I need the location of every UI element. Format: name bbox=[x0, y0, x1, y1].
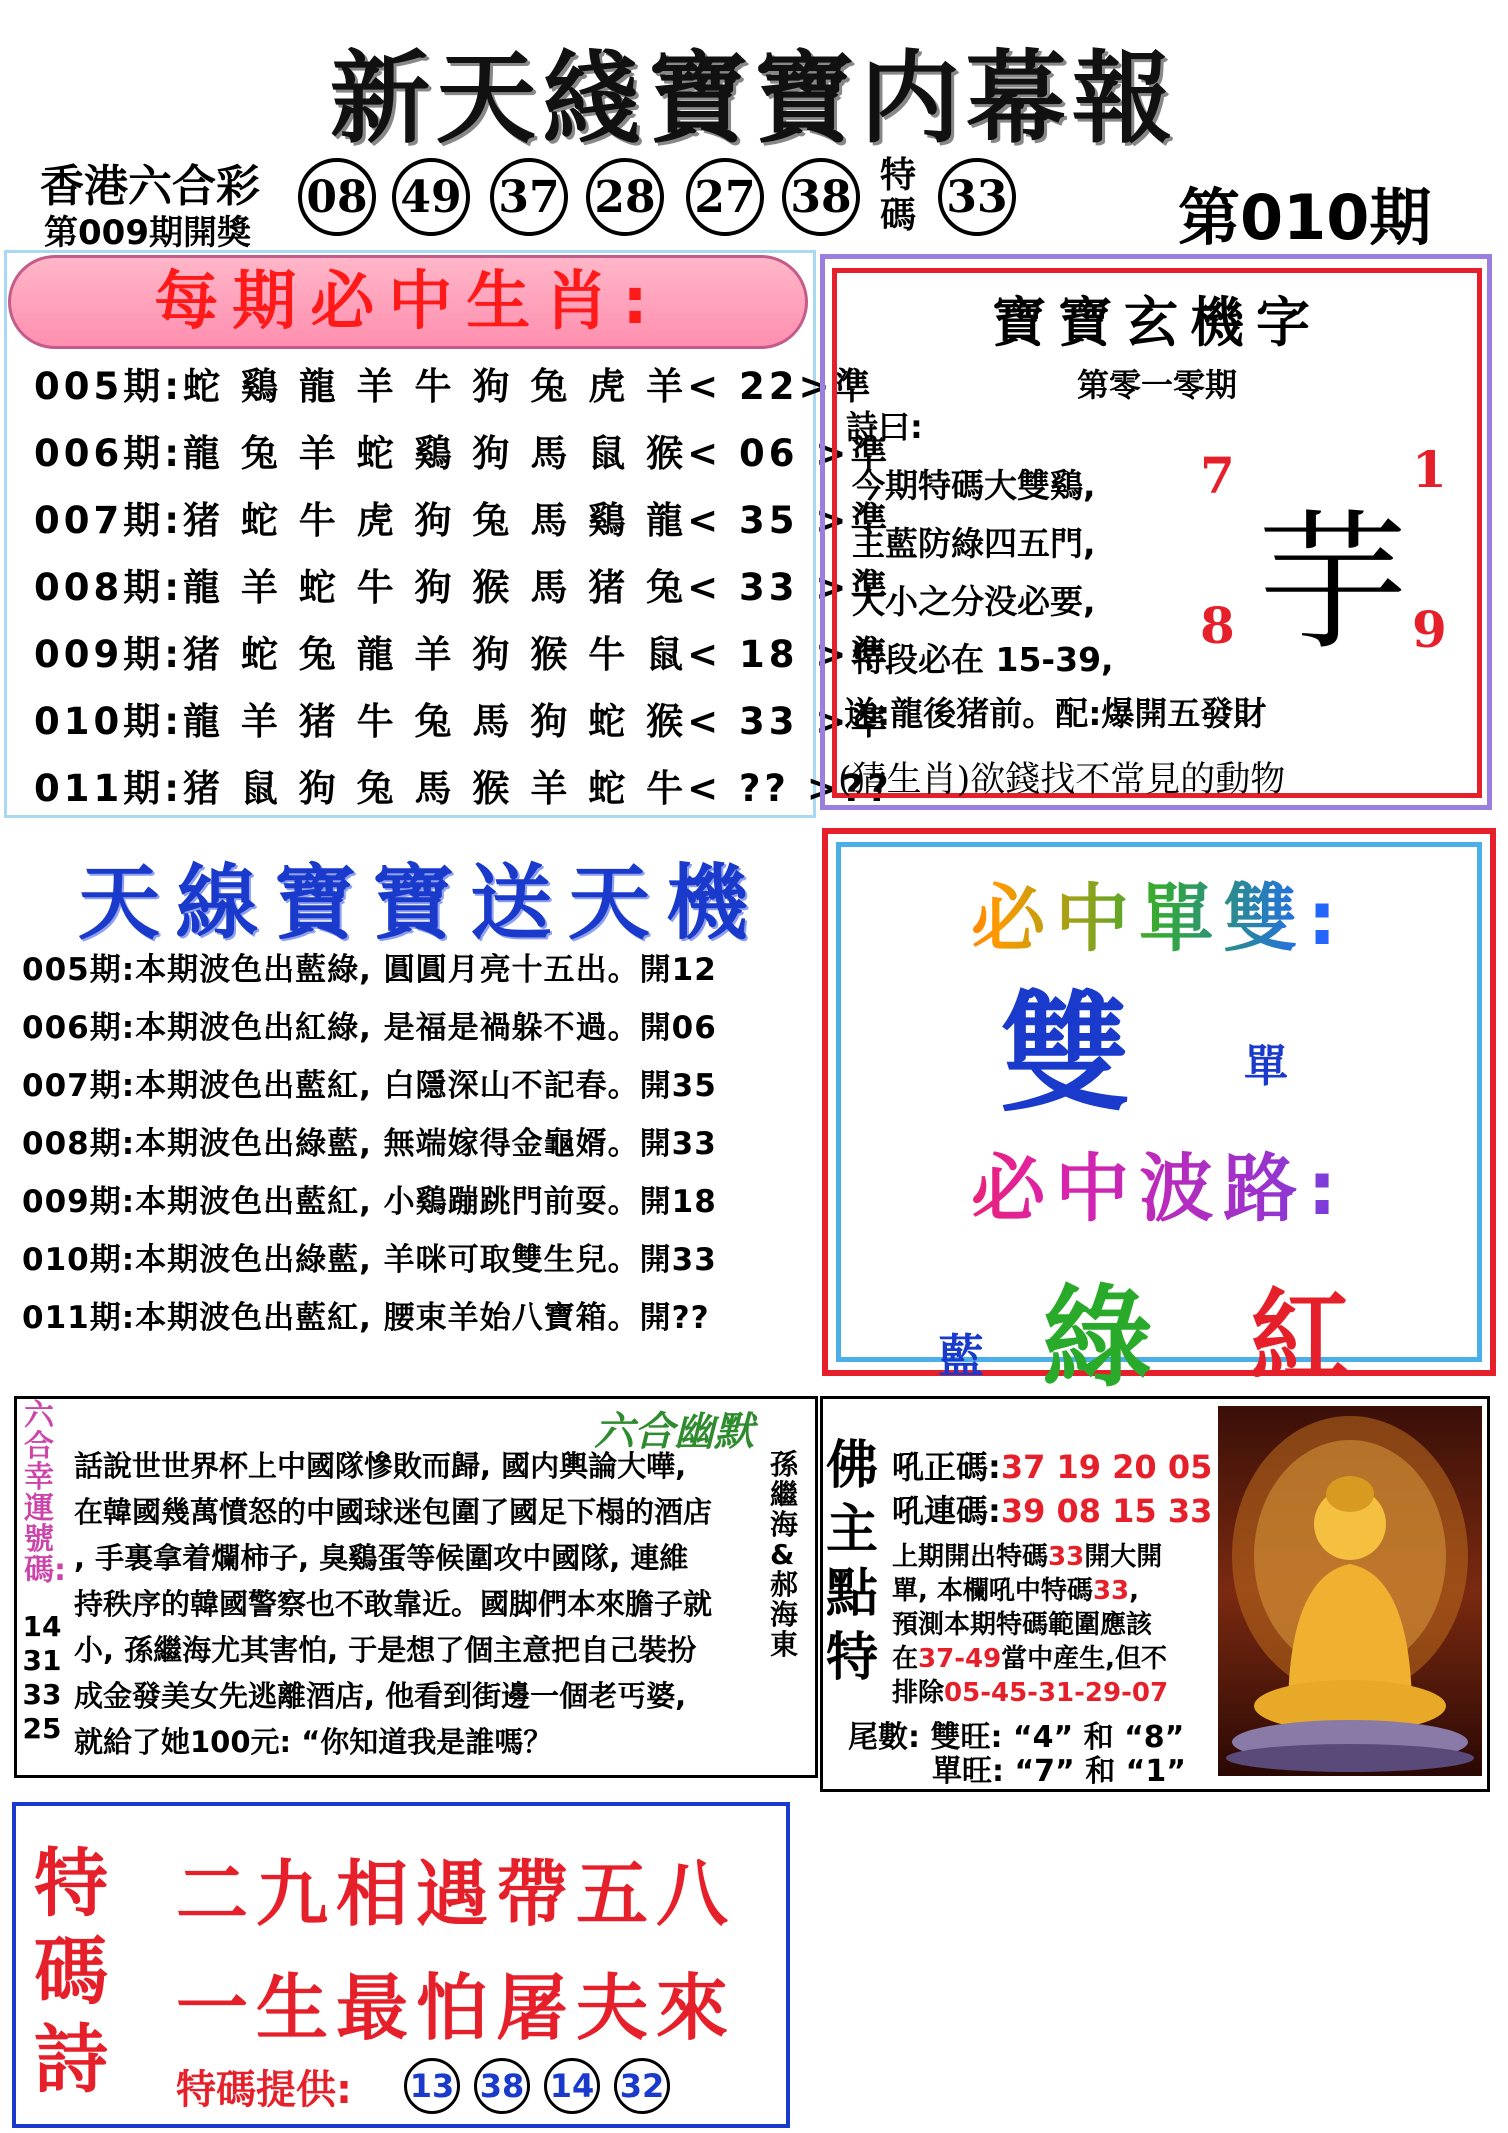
result-ball: 28 bbox=[586, 158, 664, 236]
humor-tag: 六合幽默 bbox=[594, 1409, 754, 1455]
humor-line: 持秩序的韓國警察也不敢靠近。國脚們本來膽子就 bbox=[74, 1587, 713, 1621]
result-ball: 38 bbox=[782, 158, 860, 236]
tianji-title: 天線寶寶送天機 bbox=[78, 856, 765, 951]
tianji-row: 008期:本期波色出綠藍, 無端嫁得金龜婿。開33 bbox=[22, 1126, 717, 1162]
riddle-character: 芋 bbox=[1258, 497, 1409, 671]
buddha-desc: 預測本期特碼範圍應該 bbox=[892, 1610, 1153, 1640]
desc-text: 單, 本欄吼中特碼 bbox=[892, 1576, 1093, 1606]
desc-value: 33 bbox=[1048, 1542, 1085, 1572]
buddha-image bbox=[1218, 1406, 1482, 1776]
humor-line: , 手裏拿着爛柿子, 臭鷄蛋等候圍攻中國隊, 連維 bbox=[74, 1541, 689, 1575]
link-value: 39 08 15 33 bbox=[1000, 1492, 1213, 1530]
tail-line: 單旺: “7” 和 “1” bbox=[932, 1754, 1186, 1789]
desc-value: 05-45-31-29-07 bbox=[944, 1678, 1169, 1708]
shout-value: 37 19 20 05 bbox=[1000, 1448, 1213, 1486]
riddle-number: 9 bbox=[1412, 600, 1447, 659]
riddle-number: 7 bbox=[1200, 446, 1235, 505]
humor-line: 話說世世界杯上中國隊慘敗而歸, 國内輿論大嘩, bbox=[74, 1449, 687, 1483]
special-ball: 33 bbox=[938, 158, 1016, 236]
lucky-numbers: 14 31 33 25 bbox=[22, 1610, 62, 1745]
tianji-row: 009期:本期波色出藍紅, 小鷄蹦跳門前耍。開18 bbox=[22, 1184, 717, 1220]
desc-text: 排除 bbox=[892, 1678, 945, 1708]
humor-line: 小, 孫繼海尤其害怕, 于是想了個主意把自己裝扮 bbox=[74, 1633, 697, 1667]
desc-value: 37-49 bbox=[918, 1644, 1002, 1674]
tianji-row: 005期:本期波色出藍綠, 圓圓月亮十五出。開12 bbox=[22, 952, 717, 988]
poem-line: 今期特碼大雙鷄, bbox=[852, 466, 1096, 505]
buddha-desc bbox=[892, 1536, 1162, 1573]
desc-text: 在 bbox=[892, 1644, 919, 1674]
lucky-label: 六合幸運號碼: bbox=[24, 1398, 66, 1588]
link-line bbox=[892, 1486, 1212, 1532]
poem-line: 特段必在 15-39, bbox=[852, 640, 1114, 679]
provide-label: 特碼提供: bbox=[176, 2067, 352, 2113]
wave-blue: 藍 bbox=[938, 1329, 984, 1383]
zodiac-row: 010期:龍 羊 猪 牛 兔 馬 狗 蛇 猴< 33 >準 bbox=[34, 700, 892, 743]
issue-number: 第010期 bbox=[1178, 181, 1432, 254]
draw-period: 第009期開獎 bbox=[44, 213, 251, 253]
result-ball: 27 bbox=[686, 158, 764, 236]
tianji-row: 007期:本期波色出藍紅, 白隱深山不記春。開35 bbox=[22, 1068, 717, 1104]
wave-title: 必中波路: bbox=[836, 1130, 1482, 1236]
special-poem-line: 一生最怕屠夫來 bbox=[176, 1966, 737, 2050]
wave-red: 紅 bbox=[1250, 1278, 1350, 1395]
desc-value: 33 bbox=[1092, 1576, 1130, 1606]
poem-line: 大小之分没必要, bbox=[852, 582, 1096, 621]
desc-text: 上期開出特碼 bbox=[892, 1542, 1049, 1572]
special-poem-line: 二九相遇帶五八 bbox=[176, 1852, 737, 1936]
poem-label: 詩曰: bbox=[846, 408, 923, 446]
zodiac-row: 011期:猪 鼠 狗 兔 馬 猴 羊 蛇 牛< ?? >?? bbox=[34, 767, 893, 810]
odd-even-pick: 雙 bbox=[1000, 978, 1131, 1130]
zodiac-row: 005期:蛇 鷄 龍 羊 牛 狗 兔 虎 羊< 22>準 bbox=[34, 365, 875, 408]
buddha-desc bbox=[892, 1672, 1168, 1709]
page-title: 新天綫寶寶内幕報 bbox=[330, 40, 1178, 157]
zodiac-row: 008期:龍 羊 蛇 牛 狗 猴 馬 猪 兔< 33 >準 bbox=[34, 566, 892, 609]
riddle-number: 1 bbox=[1412, 440, 1447, 499]
provide-ball: 32 bbox=[614, 2058, 670, 2114]
odd-even-alt: 單 bbox=[1244, 1041, 1288, 1092]
desc-text: 當中産生,但不 bbox=[1001, 1644, 1168, 1674]
machine-title: 寶寶玄機字 bbox=[992, 291, 1322, 354]
buddha-desc bbox=[892, 1638, 1167, 1675]
zodiac-row: 007期:猪 蛇 牛 虎 狗 兔 馬 鷄 龍< 35 >準 bbox=[34, 499, 892, 542]
provide-ball: 14 bbox=[544, 2058, 600, 2114]
result-ball: 37 bbox=[490, 158, 568, 236]
send-line: 送:龍後猪前。配:爆開五發財 bbox=[844, 694, 1267, 733]
zodiac-row: 009期:猪 蛇 兔 龍 羊 狗 猴 牛 鼠< 18 >準 bbox=[34, 633, 892, 676]
result-ball: 08 bbox=[298, 158, 376, 236]
shout-line bbox=[892, 1442, 1212, 1488]
zodiac-title: 每期必中生肖: bbox=[8, 255, 808, 349]
guess-line: (猜生肖)欲錢找不常見的動物 bbox=[838, 760, 1286, 800]
wave-green: 綠 bbox=[1042, 1274, 1152, 1402]
zodiac-row: 006期:龍 兔 羊 蛇 鷄 狗 馬 鼠 猴< 06 >準 bbox=[34, 432, 892, 475]
humor-author: 孫繼海&郝海東 bbox=[770, 1448, 799, 1661]
shout-label: 吼正碼: bbox=[892, 1448, 1001, 1486]
special-label: 特碼 bbox=[880, 155, 917, 236]
riddle-number: 8 bbox=[1200, 596, 1235, 655]
result-ball: 49 bbox=[392, 158, 470, 236]
tianji-row: 006期:本期波色出紅綠, 是福是禍躲不過。開06 bbox=[22, 1010, 717, 1046]
humor-line: 在韓國幾萬憤怒的中國球迷包圍了國足下榻的酒店 bbox=[74, 1495, 713, 1529]
desc-text: 開大開 bbox=[1084, 1542, 1163, 1572]
lottery-name: 香港六合彩 bbox=[40, 161, 260, 212]
desc-text: , bbox=[1129, 1576, 1140, 1606]
tianji-row: 010期:本期波色出綠藍, 羊咪可取雙生兒。開33 bbox=[22, 1242, 717, 1278]
humor-line: 成金發美女先逃離酒店, 他看到街邊一個老丐婆, bbox=[74, 1679, 687, 1713]
poem-line: 主藍防綠四五門, bbox=[852, 524, 1096, 563]
humor-line: 就給了她100元: “你知道我是誰嗎？ bbox=[74, 1725, 553, 1759]
machine-subtitle: 第零一零期 bbox=[1076, 366, 1237, 404]
buddha-figure-icon bbox=[1218, 1406, 1482, 1776]
provide-ball: 38 bbox=[474, 2058, 530, 2114]
odd-even-title: 必中單雙: bbox=[836, 860, 1482, 966]
tail-line: 尾數: 雙旺: “4” 和 “8” bbox=[848, 1720, 1185, 1755]
buddha-label: 佛主點特 bbox=[826, 1436, 879, 1688]
link-label: 吼連碼: bbox=[892, 1492, 1001, 1530]
tianji-row: 011期:本期波色出藍紅, 腰束羊始八寶箱。開?? bbox=[22, 1300, 710, 1336]
special-poem-label: 特碼詩 bbox=[34, 1841, 108, 2103]
provide-ball: 13 bbox=[404, 2058, 460, 2114]
buddha-desc bbox=[892, 1570, 1139, 1607]
